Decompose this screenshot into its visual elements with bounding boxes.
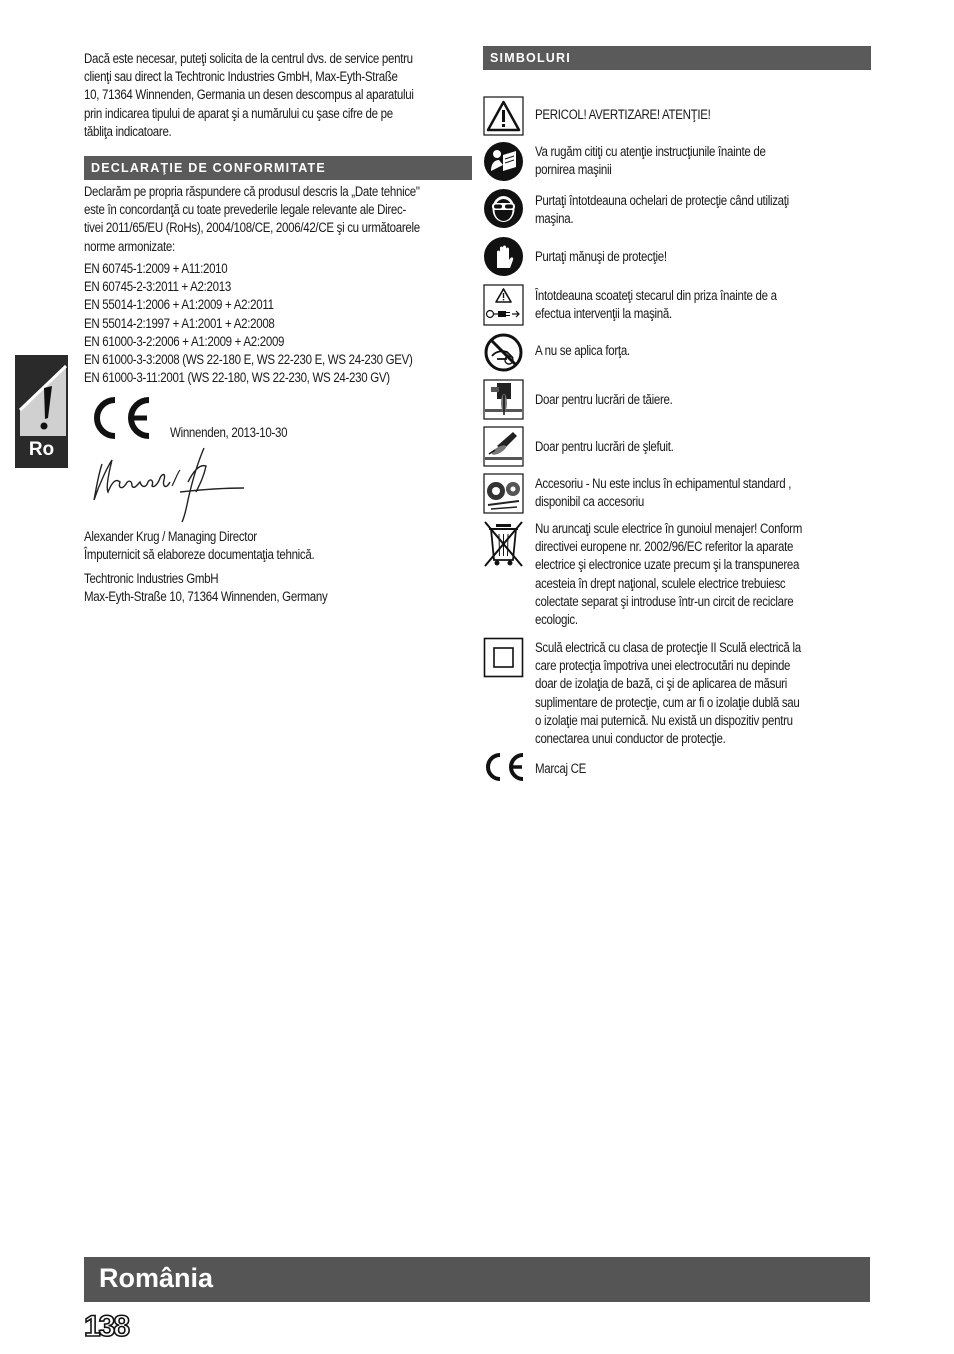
symbol-text: Doar pentru lucrări de şlefuit. bbox=[535, 439, 674, 454]
ce-mark-icon bbox=[483, 752, 524, 782]
gloves-icon bbox=[483, 236, 524, 277]
symbols-heading: SIMBOLURI bbox=[483, 46, 871, 70]
footer-bar bbox=[84, 1257, 870, 1302]
signature-image bbox=[88, 442, 248, 531]
symbol-text: A nu se aplica forţa. bbox=[535, 343, 630, 358]
cutting-icon bbox=[483, 379, 524, 420]
symbol-text: Va rugăm citiţi cu atenţie instrucţiunile înainte de pornirea maşinii bbox=[535, 144, 766, 178]
signatory: Alexander Krug / Managing Director Împuternicit să elaboreze documentaţia tehnică. bbox=[84, 529, 315, 563]
footer-language-title: România bbox=[99, 1263, 214, 1293]
standard-item: EN 60745-1:2009 + A11:2010 bbox=[84, 261, 228, 276]
page-number: 138 bbox=[84, 1310, 129, 1343]
weee-bin-icon bbox=[483, 520, 524, 568]
language-side-tab bbox=[15, 355, 68, 468]
safety-goggles-icon bbox=[483, 188, 524, 229]
standards-list bbox=[84, 260, 473, 387]
symbol-text: Purtaţi mănuşi de protecţie! bbox=[535, 249, 667, 264]
standard-item: EN 55014-1:2006 + A1:2009 + A2:2011 bbox=[84, 297, 274, 313]
intro-paragraph: Dacă este necesar, puteţi solicita de la centrul dvs. de service pentru clienţi sau direct la Techtronic Industries GmbH, Max-Eyth-Straße 10, 71364 Winnenden, Germania un desen descompus al aparatului prin indicarea tipului de aparat şi a numărului cu şase cifre de pe tăbliţa indicatoare. bbox=[84, 51, 414, 139]
symbol-text: Sculă electrică cu clasa de protecţie II Sculă electrică la care protecţia împotriva unei electrocutări nu depinde doar de izolaţia de bază, ci şi de aplicarea de măsuri suplimentare de protecţie, cum ar fi o izolaţie dublă sau o izolaţie mai puternică. Nu există un dispozitiv pentru conectarea unui conductor de protecţie. bbox=[535, 640, 801, 747]
symbol-text: Doar pentru lucrări de tăiere. bbox=[535, 392, 673, 407]
symbol-text: PERICOL! AVERTIZARE! ATENŢIE! bbox=[535, 107, 711, 122]
symbol-text: Accesoriu - Nu este inclus în echipamentul standard , disponibil ca accesoriu bbox=[535, 476, 792, 510]
symbol-text: Nu aruncaţi scule electrice în gunoiul menajer! Conform directivei europene nr. 2002/96/EC referitor la aparate electrice şi electronice uzate precum şi la transpunerea acesteia în drept naţional, sculele electrice trebuiesc colectate separat şi introduse într-un circit de reciclare ecologic. bbox=[535, 521, 803, 628]
standard-item: EN 55014-2:1997 + A1:2001 + A2:2008 bbox=[84, 315, 275, 331]
warning-exclamation-icon bbox=[18, 358, 68, 441]
declaration-heading: DECLARAŢIE DE CONFORMITATE bbox=[84, 156, 472, 180]
standard-item: EN 61000-3-11:2001 (WS 22-180, WS 22-230, WS 24-230 GV) bbox=[84, 370, 390, 386]
warning-triangle-icon bbox=[483, 96, 524, 136]
place-date: Winnenden, 2013-10-30 bbox=[170, 425, 288, 440]
declaration-paragraph: Declarăm pe propria răspundere că produsul descris la „Date tehnice" este în concordanţă cu toate prevederile legale relevante ale Direc- tivei 2011/65/EU (RoHs), 2004/108/CE, 2006/42/CE şi cu următoarele norme armonizate: bbox=[84, 184, 420, 254]
symbol-text: Purtaţi întotdeauna ochelari de protecţie când utilizaţi maşina. bbox=[535, 193, 789, 227]
standard-item: EN 61000-3-3:2008 (WS 22-180 E, WS 22-230 E, WS 24-230 GEV) bbox=[84, 352, 413, 368]
class-ii-icon bbox=[483, 637, 524, 678]
read-manual-icon bbox=[483, 141, 524, 182]
accessory-icon bbox=[483, 473, 524, 514]
symbol-text: Marcaj CE bbox=[535, 761, 587, 776]
standard-item: EN 61000-3-2:2006 + A1:2009 + A2:2009 bbox=[84, 333, 285, 349]
no-force-icon bbox=[483, 332, 524, 373]
grinding-icon bbox=[483, 426, 524, 467]
unplug-icon bbox=[483, 284, 524, 326]
ce-mark-icon bbox=[88, 395, 152, 446]
standard-item: EN 60745-2-3:2011 + A2:2013 bbox=[84, 279, 231, 295]
right-column bbox=[483, 46, 871, 776]
company-address: Techtronic Industries GmbH Max-Eyth-Straße 10, 71364 Winnenden, Germany bbox=[84, 571, 328, 605]
symbol-text: Întotdeauna scoateţi stecarul din priza înainte de a efectua intervenţii la maşină. bbox=[535, 288, 777, 322]
language-label: Ro bbox=[28, 439, 55, 460]
